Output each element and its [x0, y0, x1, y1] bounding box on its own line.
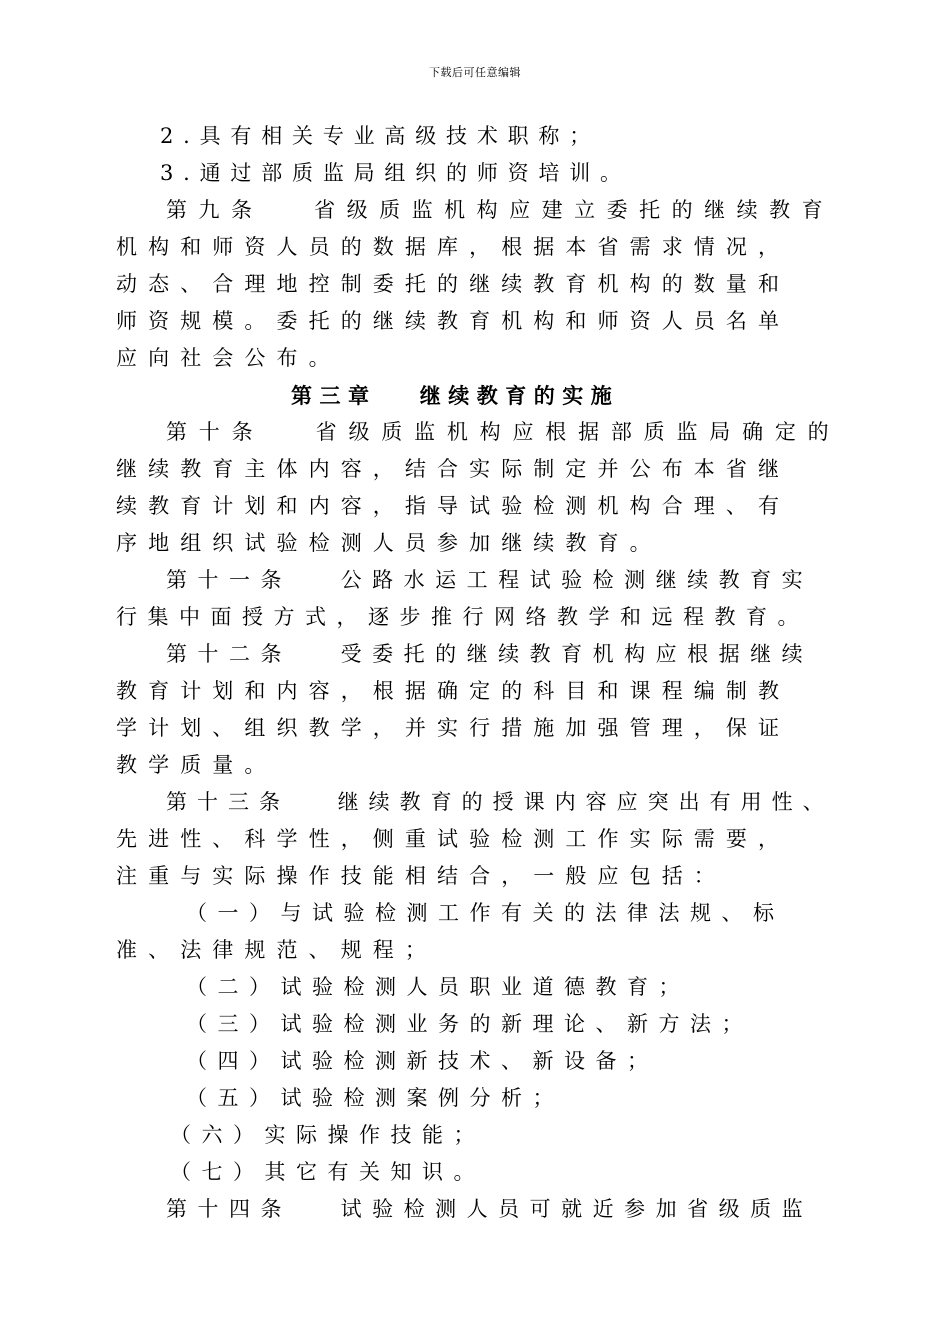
article-11-heading: 第十一条 公路水运工程试验检测继续教育实 [166, 568, 814, 592]
text-line: 注重与实际操作技能相结合，一般应包括： [116, 864, 726, 888]
article-14-heading: 第十四条 试验检测人员可就近参加省级质监 [166, 1197, 814, 1221]
article-12-heading: 第十二条 受委托的继续教育机构应根据继续 [166, 642, 814, 666]
text-line: 教学质量。 [116, 753, 277, 777]
article-9-heading: 第九条 省级质监机构应建立委托的继续教育 [166, 198, 835, 222]
text-line: 2.具有相关专业高级技术职称； [160, 124, 601, 148]
text-line: 先进性、科学性，侧重试验检测工作实际需要， [116, 827, 791, 851]
text-line: 师资规模。委托的继续教育机构和师资人员名单 [116, 309, 791, 333]
text-line: 教育计划和内容，根据确定的科目和课程编制教 [116, 679, 791, 703]
chapter-3-title: 第三章 继续教育的实施 [291, 383, 620, 408]
list-item-3: （三）试验检测业务的新理论、新方法； [186, 1012, 753, 1036]
text-line: 行集中面授方式，逐步推行网络教学和远程教育。 [116, 605, 809, 629]
list-item-1: （一）与试验检测工作有关的法律法规、标 [186, 901, 785, 925]
list-item-6: （六）实际操作技能； [170, 1123, 485, 1147]
text-line: 动态、合理地控制委托的继续教育机构的数量和 [116, 272, 791, 296]
article-13-heading: 第十三条 继续教育的授课内容应突出有用性、 [166, 790, 834, 814]
text-line: 续教育计划和内容，指导试验检测机构合理、有 [116, 494, 791, 518]
page-header: 下载后可任意编辑 [429, 66, 521, 79]
text-line: 机构和师资人员的数据库，根据本省需求情况， [116, 235, 791, 259]
text-line: 学计划、组织教学，并实行措施加强管理，保证 [116, 716, 791, 740]
text-line: 3.通过部质监局组织的师资培训。 [160, 161, 631, 185]
text-line: 继续教育主体内容，结合实际制定并公布本省继 [116, 457, 791, 481]
list-item-7: （七）其它有关知识。 [170, 1160, 485, 1184]
list-item-5: （五）试验检测案例分析； [186, 1086, 564, 1110]
list-item-2: （二）试验检测人员职业道德教育； [186, 975, 690, 999]
text-line: 序地组织试验检测人员参加继续教育。 [116, 531, 662, 555]
text-line: 准、法律规范、规程； [116, 938, 437, 962]
article-10-heading: 第十条 省级质监机构应根据部质监局确定的 [166, 420, 841, 444]
text-line: 应向社会公布。 [116, 346, 341, 370]
list-item-4: （四）试验检测新技术、新设备； [186, 1049, 659, 1073]
